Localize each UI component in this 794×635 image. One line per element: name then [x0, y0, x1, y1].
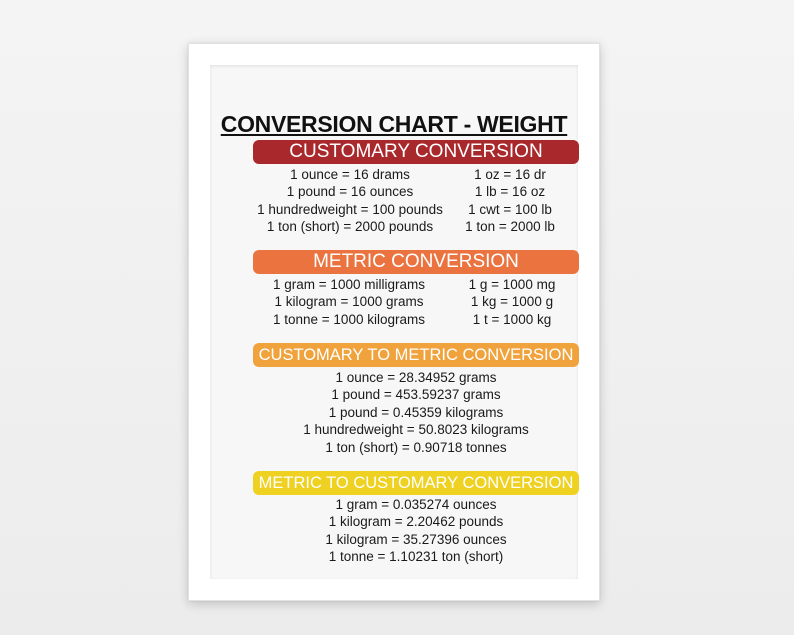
- poster: [210, 65, 578, 579]
- conversion-row: 1 pound = 453.59237 grams: [331, 387, 501, 403]
- conversion-row: 1 tonne = 1000 kilograms: [273, 311, 425, 327]
- customary-to-metric-list: [253, 369, 579, 456]
- customary-to-metric-heading: CUSTOMARY TO METRIC CONVERSION: [253, 343, 579, 367]
- conversion-row: 1 t = 1000 kg: [472, 311, 552, 327]
- conversion-row: 1 pound = 16 ounces: [286, 184, 414, 200]
- metric-conversion-heading: METRIC CONVERSION: [253, 250, 579, 274]
- conversion-row: 1 ton (short) = 0.90718 tonnes: [325, 439, 507, 455]
- conversion-row: 1 g = 1000 mg: [468, 277, 556, 292]
- conversion-row: 1 cwt = 100 lb: [468, 201, 552, 217]
- metric-to-customary-list: [253, 496, 579, 566]
- conversion-row: 1 kilogram = 35.27396 ounces: [325, 531, 507, 547]
- conversion-row: 1 ton (short) = 2000 pounds: [266, 219, 434, 235]
- conversion-row: 1 hundredweight = 100 pounds: [257, 201, 443, 217]
- conversion-row: 1 tonne = 1.10231 ton (short): [328, 549, 504, 565]
- customary-abbrev-column: [458, 166, 562, 236]
- metric-full-column: [264, 276, 434, 328]
- conversion-row: 1 gram = 0.035274 ounces: [335, 497, 497, 512]
- conversion-row: 1 lb = 16 oz: [474, 184, 546, 200]
- metric-abbrev-column: [460, 276, 564, 328]
- poster-title: CONVERSION CHART - WEIGHT: [220, 111, 568, 137]
- customary-full-column: [250, 166, 450, 236]
- conversion-row: 1 ton = 2000 lb: [465, 219, 555, 235]
- conversion-row: 1 hundredweight = 50.8023 kilograms: [303, 422, 529, 438]
- picture-frame: [188, 43, 600, 601]
- conversion-row: 1 ounce = 28.34952 grams: [335, 370, 497, 385]
- customary-conversion-heading: CUSTOMARY CONVERSION: [253, 140, 579, 164]
- conversion-row: 1 gram = 1000 milligrams: [273, 277, 425, 292]
- conversion-row: 1 kilogram = 2.20462 pounds: [328, 514, 504, 530]
- conversion-row: 1 kg = 1000 g: [470, 294, 554, 310]
- conversion-row: 1 ounce = 16 drams: [290, 167, 410, 182]
- conversion-row: 1 oz = 16 dr: [474, 167, 546, 182]
- conversion-row: 1 pound = 0.45359 kilograms: [328, 404, 504, 420]
- metric-to-customary-heading: METRIC TO CUSTOMARY CONVERSION: [253, 471, 579, 495]
- conversion-row: 1 kilogram = 1000 grams: [274, 294, 424, 310]
